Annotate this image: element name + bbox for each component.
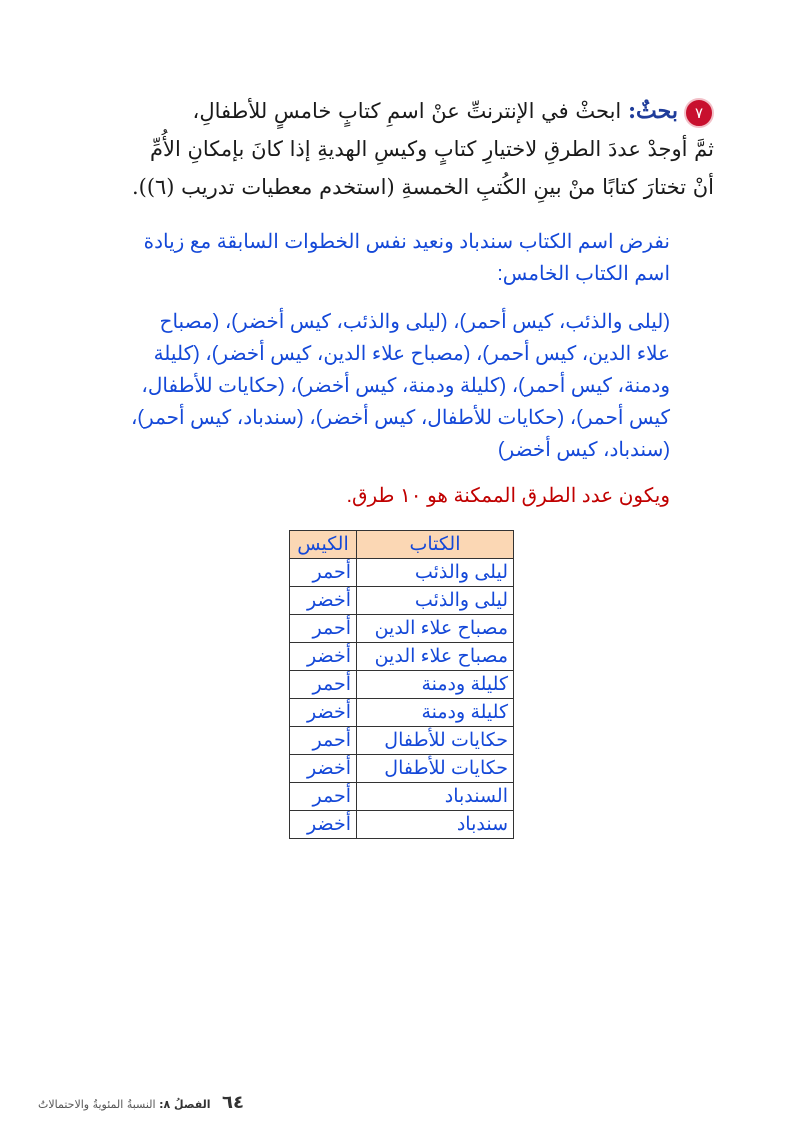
cell-bag: أحمر	[290, 783, 357, 811]
page-number: ٦٤	[222, 1092, 245, 1113]
exercise-text-line-3: أنْ تختارَ كتابًا منْ بينِ الكُتبِ الخمسةِ (استخدم معطيات تدريب (٦)).	[131, 175, 714, 199]
exercise-line-1	[114, 92, 714, 130]
table-row	[290, 783, 514, 811]
outcomes-table	[289, 530, 514, 839]
table-row	[290, 615, 514, 643]
cell-bag: أحمر	[290, 727, 357, 755]
table-row	[290, 559, 514, 587]
table-row	[290, 727, 514, 755]
table-row	[290, 699, 514, 727]
table-row	[290, 587, 514, 615]
table-row	[290, 811, 514, 839]
table-row	[290, 671, 514, 699]
cell-bag: أخضر	[290, 587, 357, 615]
chapter-title: النسبةُ المئويةُ والاحتمالاتُ	[38, 1098, 156, 1111]
cell-book: كليلة ودمنة	[357, 699, 514, 727]
page-footer	[38, 1092, 244, 1113]
header-bag: الكيس	[290, 531, 357, 559]
cell-book: مصباح علاء الدين	[357, 643, 514, 671]
cell-book: كليلة ودمنة	[357, 671, 514, 699]
exercise-number-badge: ٧	[684, 98, 714, 128]
cell-book: سندباد	[357, 811, 514, 839]
exercise-label: بحثٌ:	[627, 98, 678, 124]
cell-bag: أخضر	[290, 699, 357, 727]
cell-bag: أخضر	[290, 755, 357, 783]
cell-bag: أخضر	[290, 811, 357, 839]
chapter-label: الفصلُ ٨:	[159, 1098, 211, 1111]
cell-book: حكايات للأطفال	[357, 727, 514, 755]
cell-book: السندباد	[357, 783, 514, 811]
cell-book: ليلى والذئب	[357, 587, 514, 615]
answer-conclusion: ويكون عدد الطرق الممكنة هو ١٠ طرق.	[346, 485, 670, 507]
header-book: الكتاب	[357, 531, 514, 559]
cell-bag: أحمر	[290, 615, 357, 643]
table-row	[290, 755, 514, 783]
answer-intro: نفرض اسم الكتاب سندباد ونعيد نفس الخطوات السابقة مع زيادة اسم الكتاب الخامس:	[143, 231, 670, 285]
cell-book: ليلى والذئب	[357, 559, 514, 587]
answer-outcome-list: (ليلى والذئب، كيس أحمر)، (ليلى والذئب، كيس أخضر)، (مصباح علاء الدين، كيس أحمر)، (مصباح علاء الدين، كيس أخضر)، (كليلة ودمنة، كيس أحمر)، (كليلة ودمنة، كيس أخضر)، (حكايات للأطفال، كيس أحمر)، (حكايات للأطفال، كيس أخضر)، (سندباد، كيس أحمر)، (سندباد، كيس أخضر)	[130, 311, 670, 461]
exercise-text-line-1: ابحثْ في الإنترنتِّ عنْ اسمِ كتابٍ خامسٍ للأطفالِ،	[192, 99, 622, 123]
exercise-text-line-2: ثمَّ أوجدْ عددَ الطرقِ لاختيارِ كتابٍ وكيسِ الهديةِ إذا كانَ بإمكانِ الأُمِّ	[150, 137, 714, 161]
table-row	[290, 643, 514, 671]
cell-bag: أخضر	[290, 643, 357, 671]
table-header-row	[290, 531, 514, 559]
cell-book: مصباح علاء الدين	[357, 615, 514, 643]
cell-bag: أحمر	[290, 671, 357, 699]
cell-bag: أحمر	[290, 559, 357, 587]
cell-book: حكايات للأطفال	[357, 755, 514, 783]
exercise-block	[114, 92, 714, 206]
